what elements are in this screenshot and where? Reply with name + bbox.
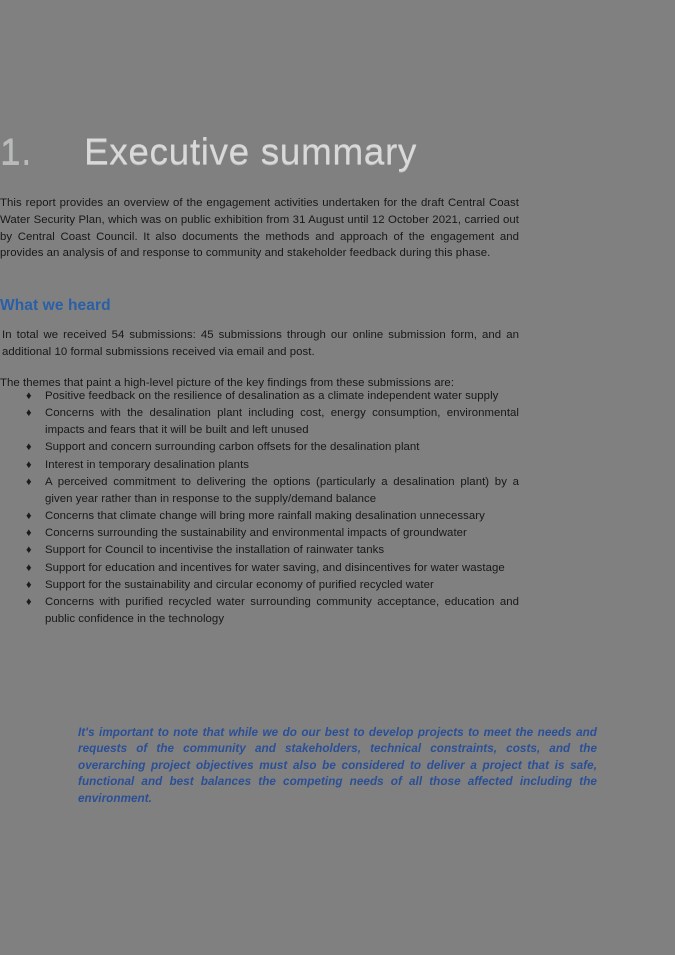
list-item xyxy=(0,542,519,559)
closing-note-paragraph: It's important to note that while we do our best to develop projects to meet the needs and requests of the community and stakeholders, technical constraints, costs, and the overarching project objectives must also be considered to deliver a project that is safe, functional and best balances the competing needs of all those affected including the environment. xyxy=(78,725,597,806)
list-item xyxy=(0,525,519,542)
chapter-number: 1. xyxy=(0,130,33,172)
bullet-diamond-icon: ♦ xyxy=(26,561,32,574)
intro-paragraph: This report provides an overview of the engagement activities undertaken for the draft Central Coast Water Security Plan, which was on public exhibition from 31 August until 12 October 2021, carried out by Central Coast Council. It also documents the methods and approach of the engagement and provides an analysis of and response to community and stakeholder feedback during this phase. xyxy=(0,197,519,260)
submissions-total-paragraph: In total we received 54 submissions: 45 submissions through our online submission form, and an additional 10 formal submissions received via email and post. xyxy=(2,329,519,358)
list-item-label: Interest in temporary desalination plants xyxy=(45,458,250,471)
list-item xyxy=(0,457,519,474)
list-item xyxy=(0,388,519,405)
list-item-label: Support for education and incentives for water saving, and disincentives for water wastage xyxy=(45,561,505,574)
bullet-diamond-icon: ♦ xyxy=(26,509,32,522)
bullet-diamond-icon: ♦ xyxy=(26,544,32,557)
chapter-title-text: Executive summary xyxy=(84,130,418,172)
list-item-label: Support for the sustainability and circular economy of purified recycled water xyxy=(45,579,434,592)
list-item xyxy=(0,439,519,456)
list-item-label: Concerns that climate change will bring more rainfall making desalination unnecessary xyxy=(45,509,485,522)
page-title xyxy=(0,131,519,174)
list-item-label: Concerns with purified recycled water surrounding community acceptance, education and public confidence in the technology xyxy=(45,596,519,626)
bullet-diamond-icon: ♦ xyxy=(26,390,32,402)
list-item-label: Support for Council to incentivise the installation of rainwater tanks xyxy=(45,544,385,557)
list-item-label: Support and concern surrounding carbon offsets for the desalination plant xyxy=(45,441,420,454)
list-item-label: A perceived commitment to delivering the options (particularly a desalination plant) by a given year rather than in response to the supply/demand balance xyxy=(45,475,519,505)
bullet-diamond-icon: ♦ xyxy=(26,458,32,471)
list-item-label: Concerns with the desalination plant including cost, energy consumption, environmental impacts and fears that it will be built and left unused xyxy=(45,407,519,436)
list-item-label: Positive feedback on the resilience of desalination as a climate independent water supply xyxy=(45,390,499,402)
list-item xyxy=(0,474,519,507)
bullet-diamond-icon: ♦ xyxy=(26,475,32,488)
list-item xyxy=(0,508,519,525)
bullet-diamond-icon: ♦ xyxy=(26,579,32,592)
list-item xyxy=(0,405,519,438)
list-item-label: Concerns surrounding the sustainability and environmental impacts of groundwater xyxy=(45,527,467,540)
bullet-diamond-icon: ♦ xyxy=(26,441,32,454)
themes-intro-paragraph: The themes that paint a high-level picture of the key findings from these submissions are: xyxy=(0,377,455,390)
section-heading-what-we-heard: What we heard xyxy=(0,296,111,314)
themes-bullet-list xyxy=(0,388,519,628)
bullet-diamond-icon: ♦ xyxy=(26,407,32,420)
bullet-diamond-icon: ♦ xyxy=(26,596,32,609)
list-item xyxy=(0,594,519,627)
list-item xyxy=(0,560,519,577)
list-item xyxy=(0,577,519,594)
bullet-diamond-icon: ♦ xyxy=(26,527,32,540)
